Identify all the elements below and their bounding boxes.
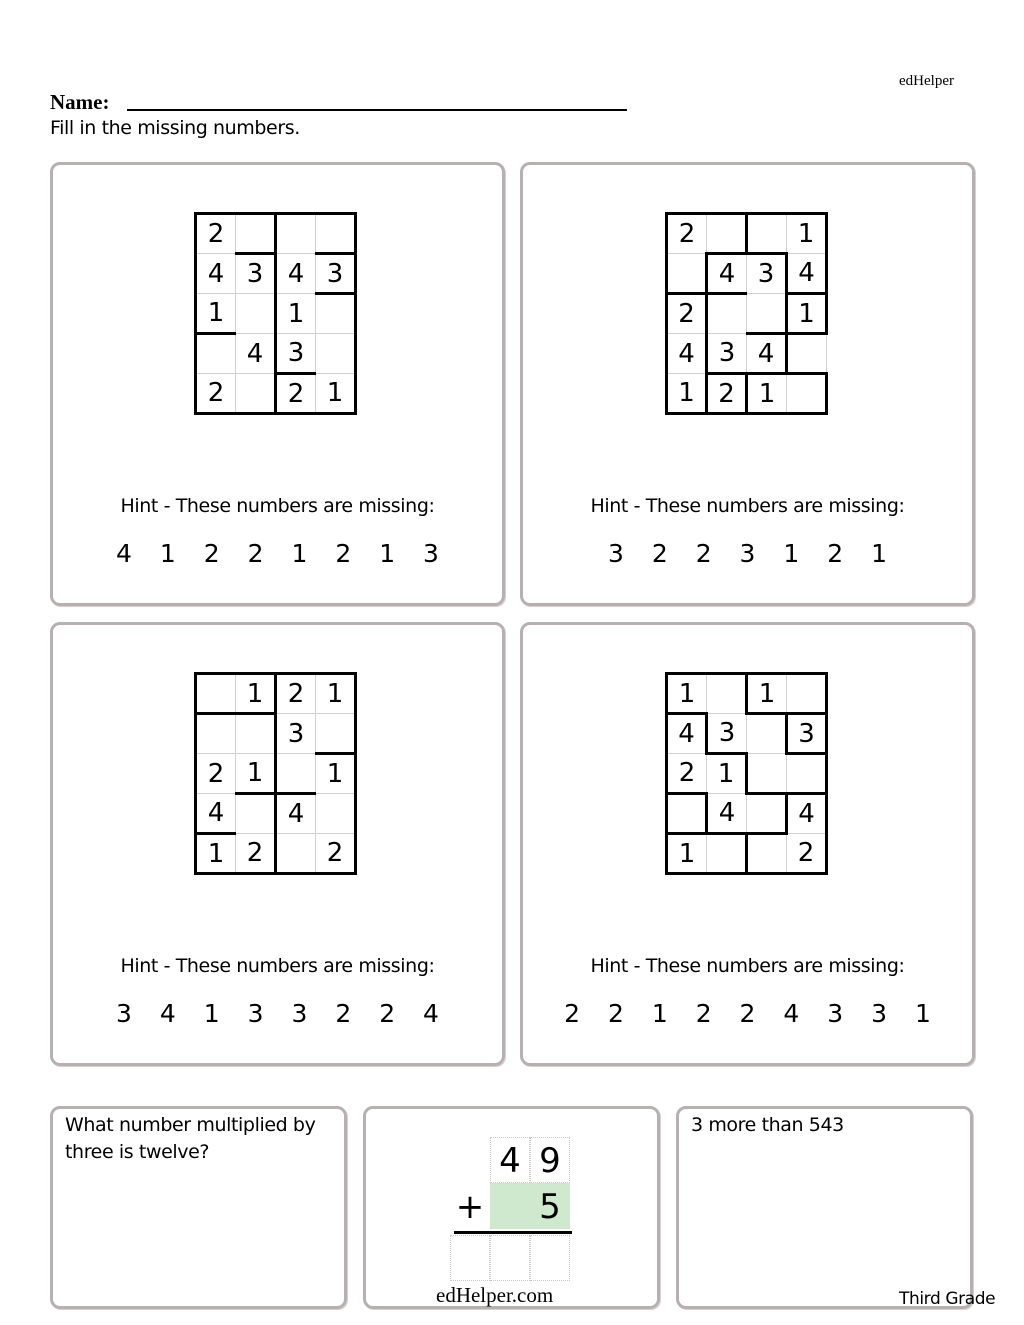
grid-cell[interactable]: 2: [276, 674, 316, 714]
instructions: Fill in the missing numbers.: [50, 117, 300, 139]
grid-cell[interactable]: 2: [667, 214, 707, 254]
hint-number: 2: [379, 999, 396, 1028]
hint-number: 2: [335, 539, 352, 568]
footer-grade: Third Grade: [899, 1289, 996, 1309]
grid-cell[interactable]: [276, 214, 316, 254]
question-panel-more-than: [676, 1106, 973, 1309]
puzzle-panel-3: [50, 622, 505, 1066]
grid-cell[interactable]: [316, 294, 356, 334]
grid-cell[interactable]: 4: [787, 254, 827, 294]
grid-cell[interactable]: [707, 674, 747, 714]
grid-cell[interactable]: 4: [667, 714, 707, 754]
grid-cell[interactable]: 2: [196, 214, 236, 254]
hint-number: 2: [827, 539, 844, 568]
brand-label: edHelper: [899, 73, 954, 89]
grid-cell[interactable]: 3: [707, 714, 747, 754]
grid-cell[interactable]: [747, 714, 787, 754]
hint-number: 4: [159, 999, 176, 1028]
grid-cell[interactable]: 3: [747, 254, 787, 294]
grid-cell[interactable]: 3: [276, 714, 316, 754]
hint-number: 3: [607, 539, 624, 568]
hint-number: 2: [695, 539, 712, 568]
grid-cell[interactable]: 2: [667, 754, 707, 794]
grid-cell[interactable]: 1: [707, 754, 747, 794]
grid-cell[interactable]: [196, 674, 236, 714]
hint-number: 1: [783, 539, 800, 568]
grid-cell[interactable]: 1: [667, 674, 707, 714]
grid-cell[interactable]: 3: [707, 334, 747, 374]
answer-cell[interactable]: [530, 1235, 570, 1281]
plus-sign: +: [455, 1187, 485, 1227]
grid-cell[interactable]: 2: [707, 374, 747, 414]
answer-cell[interactable]: [450, 1235, 490, 1281]
grid-cell[interactable]: 1: [276, 294, 316, 334]
grid-cell[interactable]: [707, 294, 747, 334]
grid-cell[interactable]: [787, 334, 827, 374]
question-panel-multiply: [50, 1106, 347, 1309]
hint-number: 2: [247, 539, 264, 568]
puzzle-panel-1: [50, 162, 505, 606]
digit-cell: 5: [530, 1183, 570, 1229]
question-more-than: 3 more than 543: [691, 1114, 844, 1136]
grid-cell[interactable]: [667, 254, 707, 294]
grid-cell[interactable]: 2: [236, 834, 276, 874]
hint-number: 1: [379, 539, 396, 568]
highlight-cell: [490, 1183, 530, 1229]
hint-number: 4: [423, 999, 439, 1028]
grid-cell[interactable]: [787, 374, 827, 414]
addition-panel: [363, 1106, 660, 1309]
name-label: Name:: [50, 90, 110, 114]
hint-number: 3: [291, 999, 308, 1028]
grid-cell[interactable]: 1: [747, 674, 787, 714]
question-multiply: What number multiplied by three is twelve?: [65, 1114, 316, 1163]
grid-cell[interactable]: 2: [276, 374, 316, 414]
digit-cell: 9: [530, 1137, 570, 1183]
puzzle-grid-3: [194, 672, 357, 875]
grid-cell[interactable]: [196, 714, 236, 754]
hint-number: 1: [291, 539, 308, 568]
grid-cell[interactable]: [236, 294, 276, 334]
grid-cell[interactable]: 4: [667, 334, 707, 374]
hint-number: 2: [335, 999, 352, 1028]
hint-number: 2: [695, 999, 712, 1028]
grid-cell[interactable]: 3: [236, 254, 276, 294]
grid-cell[interactable]: [747, 794, 787, 834]
hint-numbers: [53, 539, 502, 568]
grid-cell[interactable]: [787, 674, 827, 714]
puzzle-panel-4: [520, 622, 975, 1066]
hint-number: 1: [914, 999, 931, 1028]
grid-cell[interactable]: [747, 294, 787, 334]
grid-cell[interactable]: [747, 214, 787, 254]
grid-cell[interactable]: 1: [787, 294, 827, 334]
grid-cell[interactable]: [787, 754, 827, 794]
grid-cell[interactable]: 1: [667, 374, 707, 414]
name-field-line[interactable]: [127, 109, 627, 111]
grid-cell[interactable]: [236, 214, 276, 254]
grid-cell[interactable]: [747, 834, 787, 874]
grid-cell[interactable]: 3: [787, 714, 827, 754]
puzzle-grid-1: [194, 212, 357, 415]
grid-cell[interactable]: 4: [196, 794, 236, 834]
hint-number: 3: [739, 539, 756, 568]
hint-label: Hint - These numbers are missing:: [120, 495, 435, 517]
grid-cell[interactable]: 1: [316, 674, 356, 714]
grid-cell[interactable]: [316, 334, 356, 374]
hint-number: 1: [159, 539, 176, 568]
hint-number: 3: [247, 999, 264, 1028]
grid-cell[interactable]: 4: [787, 794, 827, 834]
hint-number: 2: [651, 539, 668, 568]
grid-cell[interactable]: [236, 794, 276, 834]
footer-site: edHelper.com: [436, 1283, 554, 1307]
grid-cell[interactable]: 1: [196, 294, 236, 334]
answer-cell[interactable]: [490, 1235, 530, 1281]
hint-number: 1: [203, 999, 220, 1028]
grid-cell[interactable]: [707, 834, 747, 874]
hint-numbers: [53, 999, 502, 1028]
grid-cell[interactable]: 4: [276, 794, 316, 834]
grid-cell[interactable]: 2: [196, 754, 236, 794]
hint-label: Hint - These numbers are missing:: [120, 955, 435, 977]
grid-cell[interactable]: 2: [667, 294, 707, 334]
grid-cell[interactable]: 4: [747, 334, 787, 374]
grid-cell[interactable]: 1: [316, 754, 356, 794]
hint-number: 1: [651, 999, 668, 1028]
grid-cell[interactable]: [316, 214, 356, 254]
hint-label: Hint - These numbers are missing:: [590, 495, 905, 517]
hint-number: 2: [607, 999, 624, 1028]
hint-number: 1: [871, 539, 888, 568]
grid-cell[interactable]: 1: [316, 374, 356, 414]
hint-numbers: [523, 999, 972, 1028]
grid-cell[interactable]: [316, 794, 356, 834]
hint-numbers: [523, 539, 972, 568]
grid-cell[interactable]: 4: [707, 254, 747, 294]
grid-cell[interactable]: [236, 714, 276, 754]
hint-number: 2: [739, 999, 756, 1028]
grid-cell[interactable]: 4: [236, 334, 276, 374]
grid-cell[interactable]: 3: [276, 334, 316, 374]
grid-cell[interactable]: [316, 714, 356, 754]
hint-number: 3: [423, 539, 439, 568]
puzzle-panel-2: [520, 162, 975, 606]
grid-cell[interactable]: [707, 214, 747, 254]
hint-number: 2: [564, 999, 581, 1028]
grid-cell[interactable]: 4: [196, 254, 236, 294]
grid-cell[interactable]: 2: [316, 834, 356, 874]
grid-cell[interactable]: 1: [747, 374, 787, 414]
grid-cell[interactable]: [276, 754, 316, 794]
grid-cell[interactable]: 4: [276, 254, 316, 294]
grid-cell[interactable]: 1: [667, 834, 707, 874]
grid-cell[interactable]: 4: [707, 794, 747, 834]
hint-number: 3: [116, 999, 132, 1028]
hint-number: 4: [783, 999, 800, 1028]
grid-cell[interactable]: [236, 374, 276, 414]
grid-cell[interactable]: 2: [196, 374, 236, 414]
grid-cell[interactable]: 3: [316, 254, 356, 294]
hint-number: 3: [827, 999, 844, 1028]
sum-line: [454, 1231, 572, 1234]
digit-cell: 4: [490, 1137, 530, 1183]
grid-cell[interactable]: 1: [787, 214, 827, 254]
grid-cell[interactable]: 2: [787, 834, 827, 874]
grid-cell[interactable]: [276, 834, 316, 874]
puzzle-grid-2: [665, 212, 828, 415]
grid-cell[interactable]: 1: [196, 834, 236, 874]
grid-cell[interactable]: [196, 334, 236, 374]
grid-cell[interactable]: [747, 754, 787, 794]
grid-cell[interactable]: 1: [236, 754, 276, 794]
grid-cell[interactable]: 1: [236, 674, 276, 714]
hint-number: 4: [116, 539, 132, 568]
grid-cell[interactable]: [667, 794, 707, 834]
hint-number: 2: [203, 539, 220, 568]
hint-label: Hint - These numbers are missing:: [590, 955, 905, 977]
puzzle-grid-4: [665, 672, 828, 875]
hint-number: 3: [871, 999, 888, 1028]
